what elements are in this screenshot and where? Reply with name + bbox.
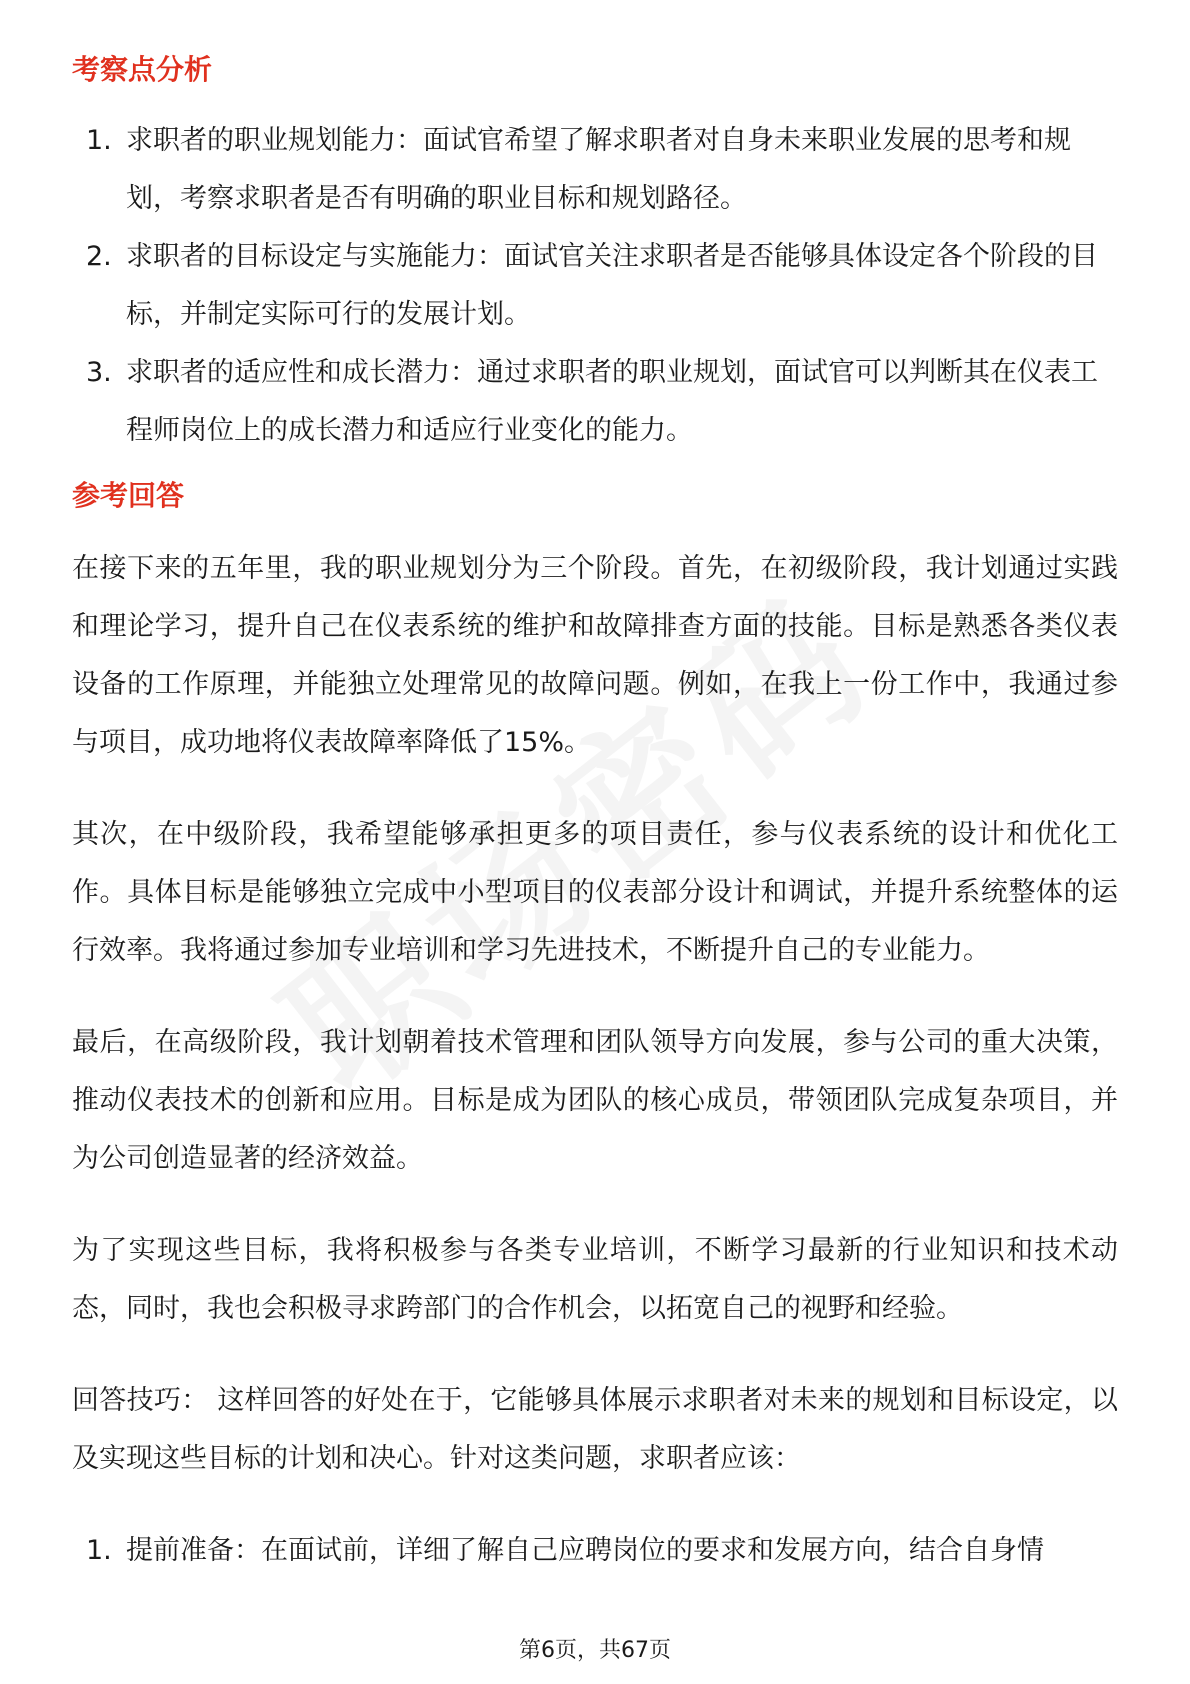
page-content: [72, 50, 1118, 1580]
list-item-number: 2.: [86, 241, 112, 272]
answer-tips-paragraph: 回答技巧： 这样回答的好处在于，它能够具体展示求职者对未来的规划和目标设定，以及实现这些目标的计划和决心。针对这类问题，求职者应该：: [72, 1385, 1118, 1474]
answer-paragraph: 其次，在中级阶段，我希望能够承担更多的项目责任，参与仪表系统的设计和优化工作。具体目标是能够独立完成中小型项目的仪表部分设计和调试，并提升系统整体的运行效率。我将通过参加专业培训和学习先进技术，不断提升自己的专业能力。: [72, 819, 1118, 966]
list-item: [72, 1522, 1118, 1580]
section-title-answer: 参考回答: [72, 479, 185, 512]
list-item-text: 提前准备：在面试前，详细了解自己应聘岗位的要求和发展方向，结合自身情: [126, 1535, 1044, 1566]
list-item: [72, 228, 1118, 344]
answer-paragraph: 最后，在高级阶段，我计划朝着技术管理和团队领导方向发展，参与公司的重大决策，推动仪表技术的创新和应用。目标是成为团队的核心成员，带领团队完成复杂项目，并为公司创造显著的经济效益。: [72, 1027, 1118, 1174]
tips-list: [72, 1522, 1118, 1580]
answer-paragraph: 在接下来的五年里，我的职业规划分为三个阶段。首先，在初级阶段，我计划通过实践和理论学习，提升自己在仪表系统的维护和故障排查方面的技能。目标是熟悉各类仪表设备的工作原理，并能独立处理常见的故障问题。例如，在我上一份工作中，我通过参与项目，成功地将仪表故障率降低了15%。: [72, 553, 1118, 758]
list-item-number: 1.: [86, 125, 112, 156]
list-item-number: 1.: [86, 1535, 112, 1566]
page-number: 第6页，共67页: [519, 1638, 671, 1663]
list-item-number: 3.: [86, 357, 112, 388]
list-item-text: 求职者的适应性和成长潜力：通过求职者的职业规划，面试官可以判断其在仪表工程师岗位上的成长潜力和适应行业变化的能力。: [126, 357, 1098, 446]
list-item: [72, 344, 1118, 460]
list-item: [72, 112, 1118, 228]
section-title-analysis: 考察点分析: [72, 53, 213, 86]
list-item-text: 求职者的目标设定与实施能力：面试官关注求职者是否能够具体设定各个阶段的目标，并制定实际可行的发展计划。: [126, 241, 1098, 330]
list-item-text: 求职者的职业规划能力：面试官希望了解求职者对自身未来职业发展的思考和规划，考察求职者是否有明确的职业目标和规划路径。: [126, 125, 1071, 214]
answer-paragraph: 为了实现这些目标，我将积极参与各类专业培训，不断学习最新的行业知识和技术动态，同时，我也会积极寻求跨部门的合作机会，以拓宽自己的视野和经验。: [72, 1235, 1118, 1324]
analysis-list: [72, 112, 1118, 460]
